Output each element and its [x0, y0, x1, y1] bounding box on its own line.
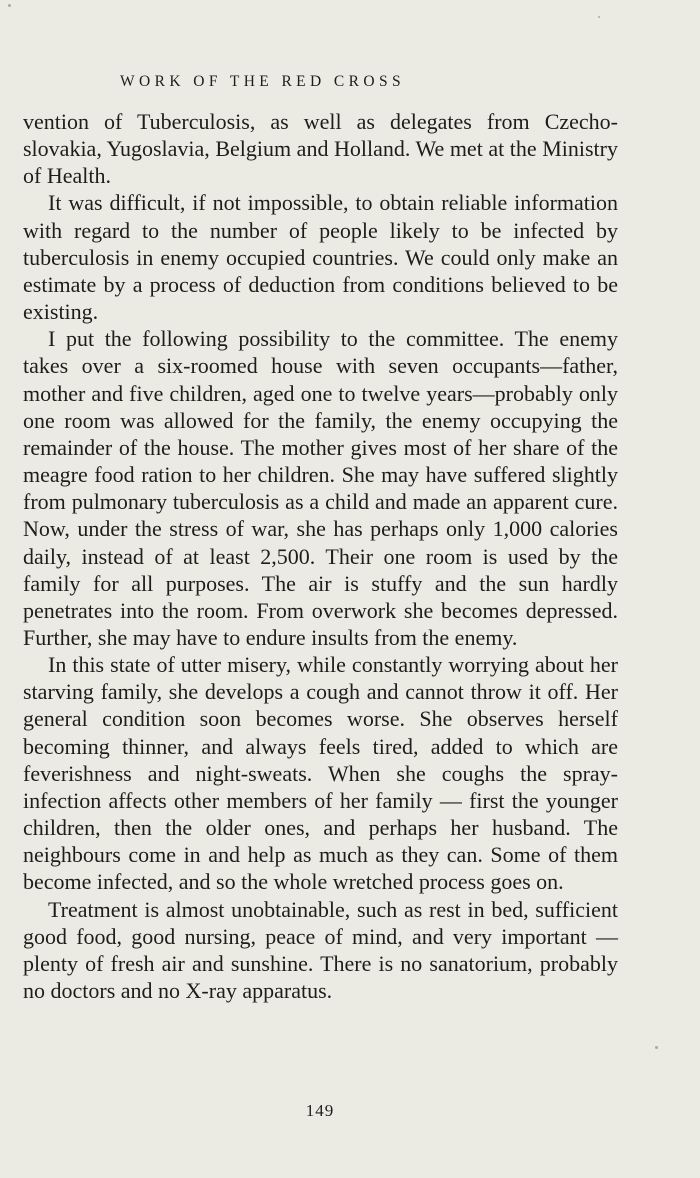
paragraph-continued: vention of Tuberculosis, as well as delegates from Czecho-slovakia, Yugoslavia, Belgium and Holland. We met at the Ministry of Health.: [23, 109, 618, 189]
paragraph: Treatment is almost unobtainable, such as rest in bed, sufficient good food, good nursing, peace of mind, and very important — plenty of fresh air and sunshine. There is no sanatorium, probably no doctors and no X-ray apparatus.: [23, 896, 618, 1003]
running-head: WORK OF THE RED CROSS: [120, 73, 406, 90]
paper-speck: [8, 4, 11, 7]
paragraph: I put the following possibility to the committee. The enemy takes over a six-roomed house with seven occupants—father, mother and five children, aged one to twelve years—probably only one room was allowed for the family, the enemy occupying the remainder of the house. The mother gives most of her share of the meagre food ration to her children. She may have suffered slightly from pulmonary tuberculosis as a child and made an apparent cure. Now, under the stress of war, she has perhaps only 1,000 calories daily, instead of at least 2,500. Their one room is used by the family for all purposes. The air is stuffy and the sun hardly penetrates into the room. From overwork she becomes depressed. Further, she may have to endure insults from the enemy.: [23, 326, 618, 650]
paragraph: In this state of utter misery, while constantly worrying about her starving family, she develops a cough and cannot throw it off. Her general condition soon becomes worse. She observes herself becoming thinner, and always feels tired, added to which are feverishness and night-sweats. When she coughs the spray-infection affects other members of her family — first the younger children, then the older ones, and perhaps her husband. The neighbours come in and help as much as they can. Some of them become infected, and so the whole wretched process goes on.: [23, 652, 618, 895]
page-number: 149: [305, 1101, 335, 1120]
paper-speck: [655, 1046, 658, 1049]
paragraph: It was difficult, if not impossible, to obtain reliable information with regard to the number of people likely to be infected by tuberculosis in enemy occupied countries. We could only make an estimate by a process of deduction from conditions believed to be existing.: [23, 190, 618, 325]
paper-speck: [598, 16, 600, 18]
body-text: [23, 108, 618, 1004]
